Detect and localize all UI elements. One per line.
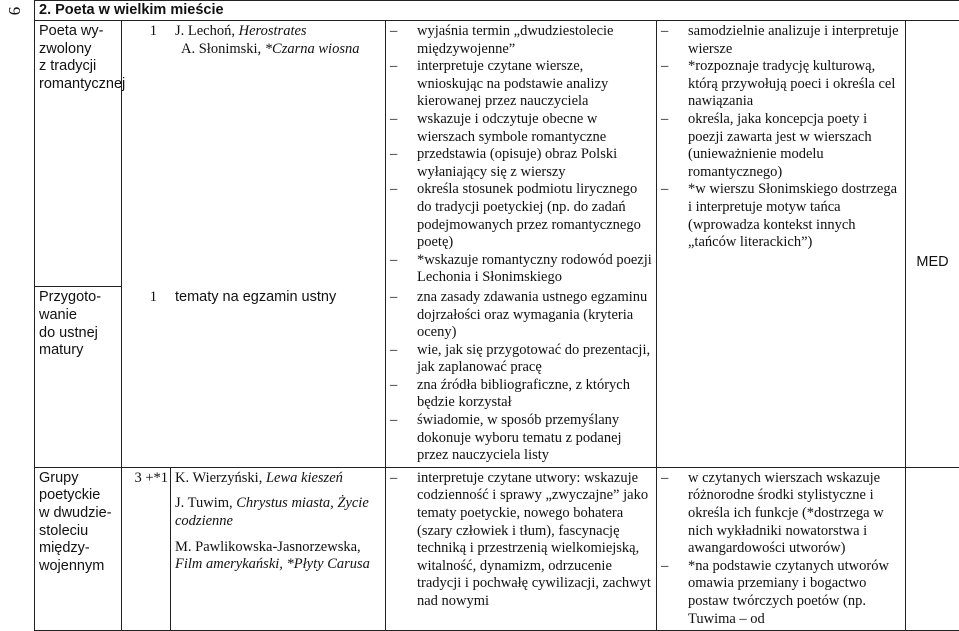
requirements-extended-cell — [657, 21, 906, 468]
table-row — [35, 21, 959, 287]
section-title: 2. Poeta w wielkim mieście — [35, 1, 959, 21]
text-entry: J. Tuwim, Chrystus miasta, Życie codzienne — [175, 495, 381, 530]
level-cell — [906, 467, 959, 630]
list-item: – *w wierszu Słonimskiego dostrzega i interpretuje motyw tańca (wprowadza kontekst innych „tańców literackich”) — [661, 181, 901, 251]
requirements-basic-cell — [386, 467, 657, 630]
list-item: – przedstawia (opisuje) obraz Polski wyłaniający się z wierszy — [390, 146, 652, 181]
level-cell: MED — [906, 21, 959, 468]
list-item: – w czytanych wierszach wskazuje różnorodne środki stylistyczne i określa ich funkcje (*dostrzega w nich wykładniki nowatorstwa i awangardowości utworów) — [661, 470, 901, 558]
topic-cell: Poeta wy- zwolony z tradycji romantycznej — [35, 21, 122, 287]
requirements-basic-cell — [386, 21, 657, 287]
texts-cell — [171, 467, 386, 630]
text-entry: K. Wierzyński, Lewa kieszeń — [175, 470, 381, 488]
list-item: – samodzielnie analizuje i interpretuje wiersze — [661, 23, 901, 58]
text-entry: J. Lechoń, Herostrates — [175, 23, 359, 41]
list-item: – wskazuje i odczytuje obecne w wierszach symbole romantyczne — [390, 111, 652, 146]
list-item: – interpretuje czytane wiersze, wnioskując na podstawie analizy kierowanej przez nauczyciela — [390, 58, 652, 111]
texts-cell — [122, 21, 386, 287]
subject-text: tematy na egzamin ustny — [171, 287, 340, 309]
text-entry: M. Pawlikowska-Jasnorzewska, Film amerykański, *Płyty Carusa — [175, 539, 381, 574]
list-item: – *na podstawie czytanych utworów omawia przemiany i bogactwo postaw twórczych poetów (np. Tuwima – od — [661, 558, 901, 628]
requirements-extended-cell — [657, 467, 906, 630]
list-item: – *rozpoznaje tradycję kulturową, którą przywołują poeci i określa cel nawiązania — [661, 58, 901, 111]
requirements-basic-cell — [386, 287, 657, 467]
topic-cell: Przygoto- wanie do ustnej matury — [35, 287, 122, 467]
list-item: – zna źródła bibliograficzne, z których będzie korzystał — [390, 377, 652, 412]
topic-cell: Grupy poetyckie w dwudzie- stoleciu między- wojennym — [35, 467, 122, 630]
list-item: – interpretuje czytane utwory: wskazuje codzienność i sprawy „zwyczajne” jako tematy poetyckie, nowego bohatera (szary człowiek i tłum), fascynację techniką i przestrzenią wielkomiejską, witalność, dynamizm, odrzucenie tradycji i pochwałę cywilizacji, zachwyt nad nowymi — [390, 470, 652, 611]
curriculum-table — [34, 0, 959, 631]
list-item: – określa, jaka koncepcja poety i poezji zawarta jest w wierszach (unieważnienie modelu romantycznego) — [661, 111, 901, 181]
hours-value: 1 — [122, 21, 171, 60]
hours-value: 3 +*1 — [122, 467, 171, 630]
list-item: – zna zasady zdawania ustnego egzaminu dojrzałości oraz wymagania (kryteria oceny) — [390, 289, 652, 342]
hours-value: 1 — [122, 287, 171, 309]
list-item: – *wskazuje romantyczny rodowód poezji Lechonia i Słonimskiego — [390, 252, 652, 287]
page-number: 9 — [3, 0, 25, 23]
table-row — [35, 467, 959, 630]
texts-cell — [122, 287, 386, 467]
text-entry: A. Słonimski, *Czarna wiosna — [175, 41, 359, 59]
list-item: – wyjaśnia termin „dwudziestolecie międzywojenne” — [390, 23, 652, 58]
list-item: – świadomie, w sposób przemyślany dokonuje wyboru tematu z podanej przez nauczyciela listy — [390, 412, 652, 465]
list-item: – wie, jak się przygotować do prezentacji, jak zaplanować pracę — [390, 342, 652, 377]
list-item: – określa stosunek podmiotu lirycznego do tradycji poetyckiej (np. do zadań podejmowanych przez romantycznego poetę) — [390, 181, 652, 251]
